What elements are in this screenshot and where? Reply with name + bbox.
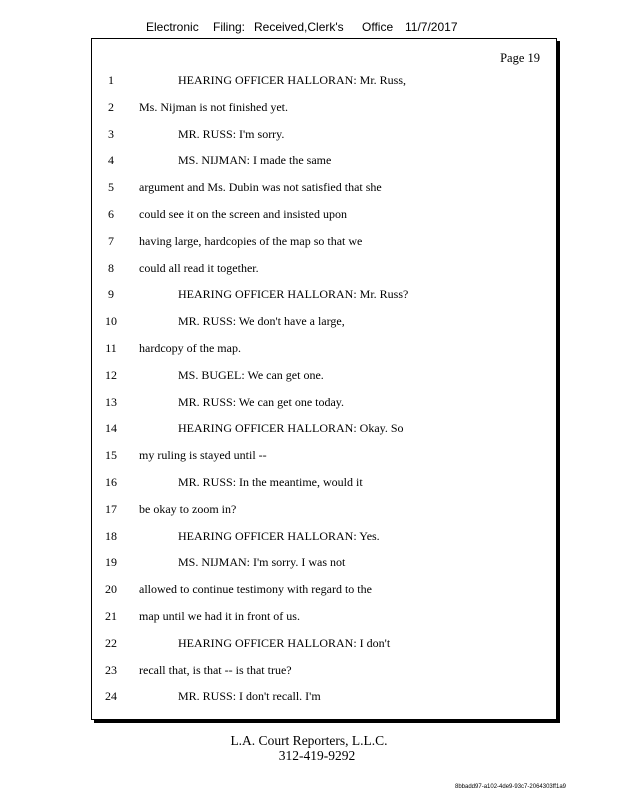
transcript-line	[92, 71, 556, 89]
line-number: 6	[108, 207, 114, 221]
transcript-line	[92, 607, 556, 625]
transcript-line	[92, 285, 556, 303]
line-number: 15	[105, 448, 117, 463]
line-number: 10	[105, 314, 117, 329]
line-number: 20	[105, 582, 117, 597]
transcript-line	[92, 366, 556, 384]
filing-stamp	[0, 20, 618, 38]
transcript-line	[92, 661, 556, 679]
line-number: 2	[108, 99, 114, 114]
transcript-line	[92, 98, 556, 116]
transcript-line	[92, 473, 556, 491]
transcript-line	[92, 580, 556, 598]
line-text: HEARING OFFICER HALLORAN: Okay. So	[178, 421, 404, 436]
filing-stamp-part: Electronic	[146, 20, 199, 34]
reporter-name: L.A. Court Reporters, L.L.C.	[230, 733, 388, 748]
line-text: argument and Ms. Dubin was not satisfied that she	[139, 180, 382, 195]
line-text: MS. BUGEL: We can get one.	[178, 367, 324, 382]
filing-stamp-part: Office	[362, 20, 394, 34]
transcript-line	[92, 553, 556, 571]
line-text: MR. RUSS: I'm sorry.	[178, 126, 285, 141]
transcript-line	[92, 232, 556, 250]
filing-stamp-part: Received,Clerk's	[254, 20, 344, 34]
line-text: be okay to zoom in?	[139, 501, 237, 516]
line-number: 8	[108, 260, 114, 275]
line-number: 18	[105, 528, 117, 543]
line-text: having large, hardcopies of the map so that we	[139, 233, 363, 248]
line-number: 22	[105, 635, 117, 650]
line-text: map until we had it in front of us.	[139, 609, 300, 623]
line-number: 14	[105, 421, 117, 436]
reporter-phone: 312-419-9292	[278, 748, 356, 763]
line-number: 13	[105, 394, 117, 409]
line-number: 24	[105, 689, 117, 704]
line-text: MR. RUSS: We can get one today.	[178, 394, 345, 409]
line-number: 1	[108, 73, 114, 87]
transcript-line	[92, 393, 556, 411]
line-text: HEARING OFFICER HALLORAN: Yes.	[178, 528, 380, 543]
transcript-line	[92, 687, 556, 705]
line-text: recall that, is that -- is that true?	[139, 662, 292, 677]
line-number: 19	[105, 555, 117, 570]
line-text: hardcopy of the map.	[139, 341, 241, 355]
line-number: 3	[108, 126, 114, 141]
line-number: 7	[108, 233, 114, 248]
transcript-line	[92, 339, 556, 357]
line-number: 21	[105, 609, 117, 623]
line-number: 9	[108, 287, 114, 302]
line-text: could see it on the screen and insisted upon	[139, 207, 347, 221]
transcript-line	[92, 446, 556, 464]
transcript-line	[92, 178, 556, 196]
transcript-line	[92, 527, 556, 545]
line-text: MR. RUSS: We don't have a large,	[178, 314, 345, 329]
transcript-line	[92, 419, 556, 437]
transcript-line	[92, 125, 556, 143]
document-id: 8bbadd97-a102-4de9-93c7-2064303ff1a9	[455, 784, 566, 790]
line-number: 11	[105, 341, 117, 355]
line-text: MS. NIJMAN: I'm sorry. I was not	[178, 555, 346, 570]
transcript-page	[91, 38, 557, 720]
transcript-line	[92, 259, 556, 277]
page-number: Page 19	[500, 51, 540, 65]
line-text: MR. RUSS: I don't recall. I'm	[178, 689, 321, 704]
line-text: MR. RUSS: In the meantime, would it	[178, 475, 363, 489]
transcript-line	[92, 205, 556, 223]
line-number: 12	[105, 367, 117, 382]
line-text: HEARING OFFICER HALLORAN: I don't	[178, 635, 391, 650]
transcript-line	[92, 312, 556, 330]
transcript-line	[92, 500, 556, 518]
line-text: could all read it together.	[139, 260, 259, 275]
filing-stamp-part: Filing:	[213, 20, 246, 34]
transcript-line	[92, 151, 556, 169]
line-text: HEARING OFFICER HALLORAN: Mr. Russ,	[178, 73, 407, 87]
line-number: 16	[105, 475, 117, 489]
line-text: my ruling is stayed until --	[139, 448, 267, 463]
filing-stamp-part: 11/7/2017	[405, 20, 458, 34]
line-text: MS. NIJMAN: I made the same	[178, 153, 332, 168]
transcript-line	[92, 634, 556, 652]
line-text: Ms. Nijman is not finished yet.	[139, 99, 288, 114]
line-text: allowed to continue testimony with regard to the	[139, 582, 372, 597]
line-number: 23	[105, 662, 117, 677]
line-number: 5	[108, 180, 114, 195]
line-number: 4	[108, 153, 114, 168]
line-number: 17	[105, 501, 117, 516]
line-text: HEARING OFFICER HALLORAN: Mr. Russ?	[178, 287, 409, 302]
